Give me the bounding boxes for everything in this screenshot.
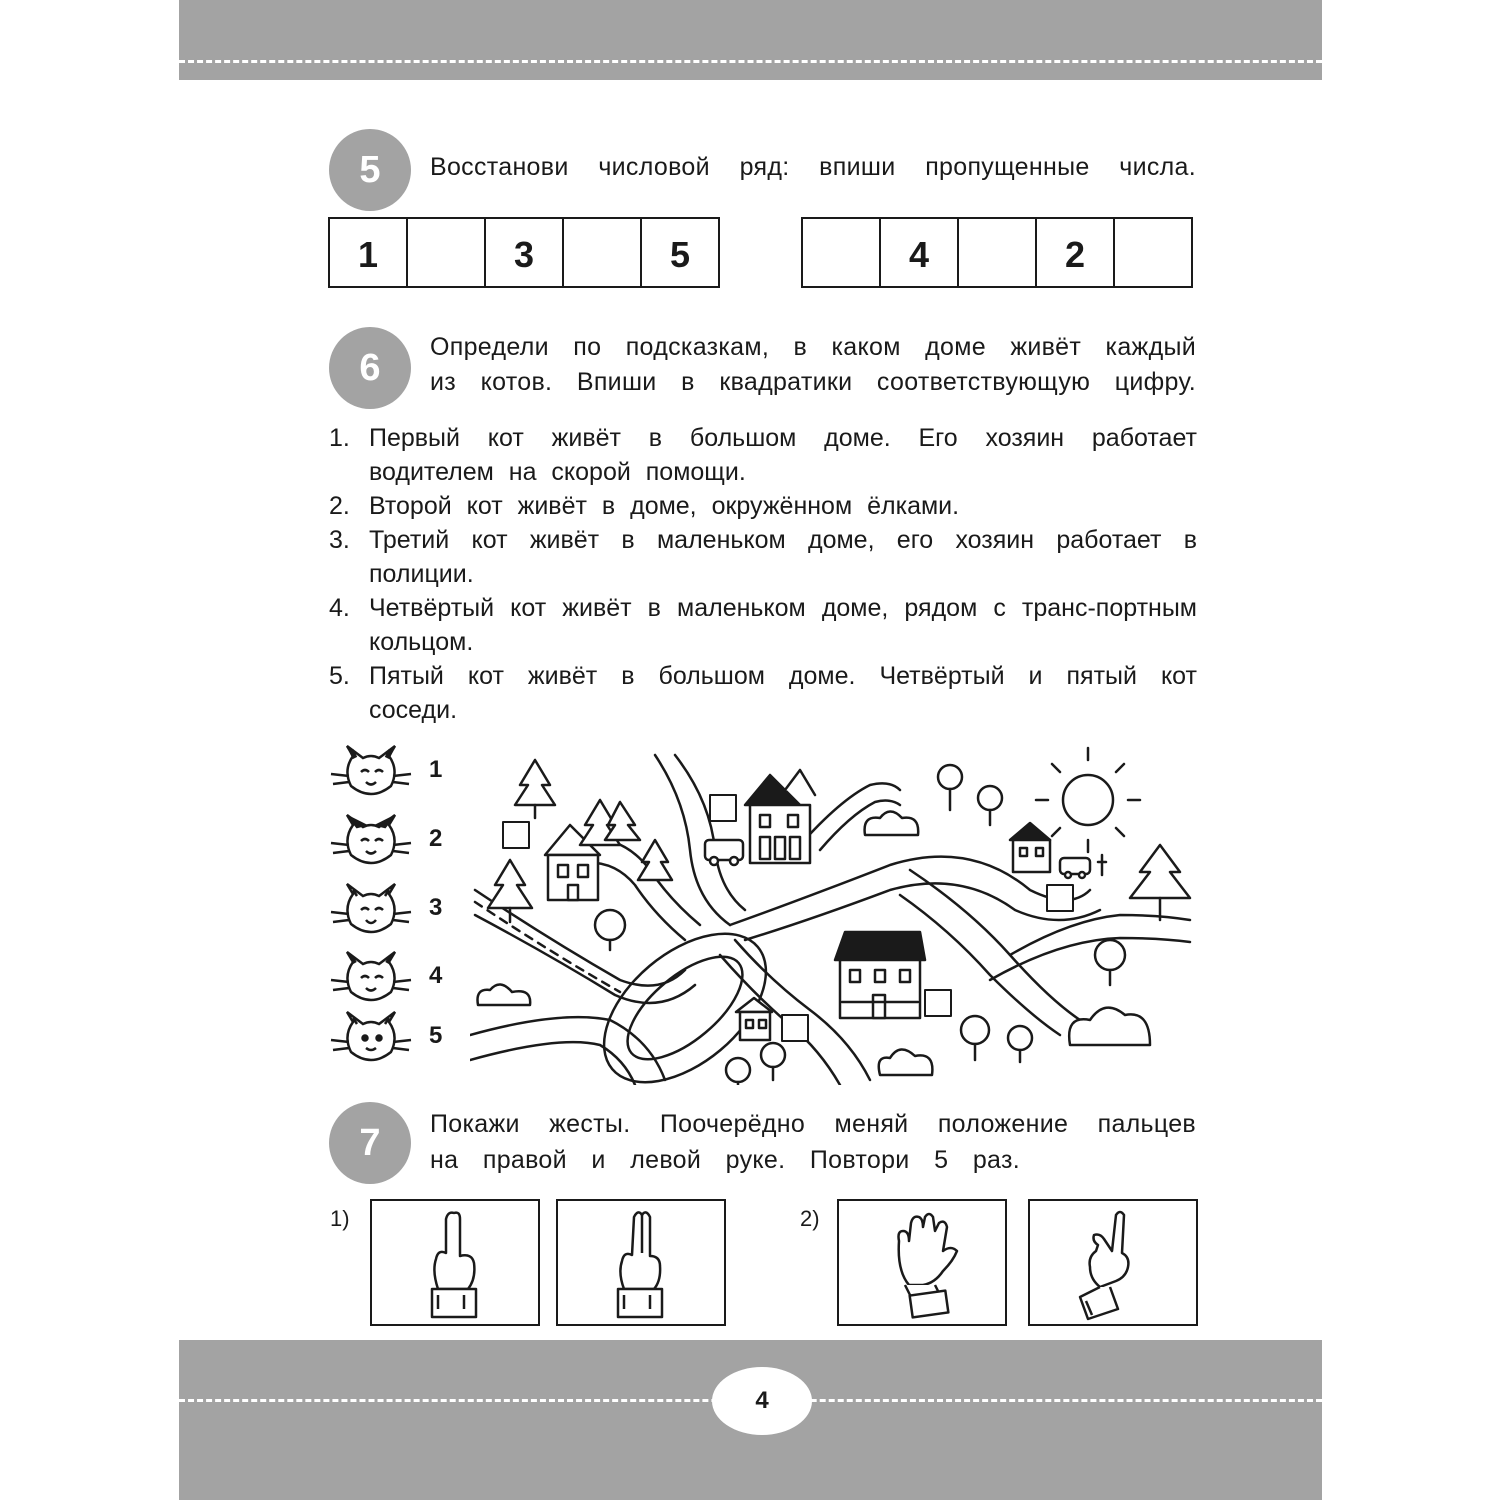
task7-instruction-line1: Покажи жесты. Поочерёдно меняй положение пальцев xyxy=(430,1110,1196,1138)
number-cell[interactable] xyxy=(1115,219,1191,286)
list-item xyxy=(329,523,1197,591)
clue-text: Четвёртый кот живёт в маленьком доме, рядом с транс-портным кольцом. xyxy=(369,594,1197,656)
number-cell[interactable]: 1 xyxy=(330,219,408,286)
number-row-1 xyxy=(328,217,720,288)
cat-legend-3 xyxy=(329,882,469,942)
list-item xyxy=(329,591,1197,659)
clue-number: 2. xyxy=(329,492,350,520)
town-map-illustration xyxy=(470,740,1200,1085)
index-finger-hand-icon xyxy=(372,1201,538,1324)
top-dashed-line xyxy=(179,60,1322,63)
clue-number: 1. xyxy=(329,424,350,452)
cat-face-icon xyxy=(329,744,413,804)
cat-legend-5 xyxy=(329,1010,469,1070)
gesture-box xyxy=(837,1199,1007,1326)
cat-legend-4 xyxy=(329,950,469,1010)
cat-face-icon xyxy=(329,882,413,942)
top-band xyxy=(179,0,1322,80)
cat-legend-1 xyxy=(329,744,469,804)
house-big-center xyxy=(835,932,925,1018)
clue-text: Первый кот живёт в большом доме. Его хозяин работает водителем на скорой помощи. xyxy=(369,424,1197,486)
cat-legend-2 xyxy=(329,813,469,873)
gesture-group-label-1: 1) xyxy=(330,1206,350,1231)
clue-number: 5. xyxy=(329,662,350,690)
task6-instruction-line1: Определи по подсказкам, в каком доме живёт каждый xyxy=(430,333,1196,361)
task7-instruction-line2: на правой и левой руке. Повтори 5 раз. xyxy=(430,1146,1020,1174)
list-item xyxy=(329,421,1197,489)
task5-number: 5 xyxy=(329,129,411,211)
number-row-2 xyxy=(801,217,1193,288)
pointing-hand-icon xyxy=(1030,1201,1196,1324)
number-cell[interactable]: 5 xyxy=(669,234,691,275)
cat-face-icon xyxy=(329,950,413,1010)
number-cell[interactable]: 3 xyxy=(486,219,564,286)
clue-list xyxy=(329,421,1197,727)
number-cell[interactable] xyxy=(803,219,881,286)
list-item xyxy=(329,489,1197,523)
list-item xyxy=(329,659,1197,727)
gesture-box xyxy=(370,1199,540,1326)
page-number: 4 xyxy=(712,1367,812,1435)
gesture-box xyxy=(1028,1199,1198,1326)
cat-number: 3 xyxy=(429,894,443,921)
clue-number: 3. xyxy=(329,526,350,554)
sun-icon xyxy=(1036,748,1140,852)
task5-instruction: Восстанови числовой ряд: впиши пропущенные числа. xyxy=(430,153,1196,181)
open-palm-hand-icon xyxy=(839,1201,1005,1324)
gesture-box xyxy=(556,1199,726,1326)
number-cell[interactable] xyxy=(959,219,1037,286)
cat-number: 4 xyxy=(429,962,443,989)
number-cell[interactable] xyxy=(564,219,642,286)
task6-instruction-line2: из котов. Впиши в квадратики соответствующую цифру. xyxy=(430,368,1196,396)
clue-text: Третий кот живёт в маленьком доме, его хозяин работает в полиции. xyxy=(369,526,1197,588)
gesture-group-label-2: 2) xyxy=(800,1206,820,1231)
cat-face-icon xyxy=(329,813,413,873)
cat-number: 2 xyxy=(429,825,443,852)
cat-number: 5 xyxy=(429,1022,443,1049)
number-cell[interactable]: 4 xyxy=(881,219,959,286)
task6-number: 6 xyxy=(329,327,411,409)
number-cell[interactable] xyxy=(408,219,486,286)
clue-number: 4. xyxy=(329,594,350,622)
clue-text: Пятый кот живёт в большом доме. Четвёртый и пятый кот соседи. xyxy=(369,662,1197,724)
cat-face-icon xyxy=(329,1010,413,1070)
number-cell[interactable]: 2 xyxy=(1037,219,1115,286)
clue-text: Второй кот живёт в доме, окружённом ёлками. xyxy=(369,492,960,520)
cat-number: 1 xyxy=(429,756,443,783)
task7-number: 7 xyxy=(329,1102,411,1184)
two-fingers-hand-icon xyxy=(558,1201,724,1324)
